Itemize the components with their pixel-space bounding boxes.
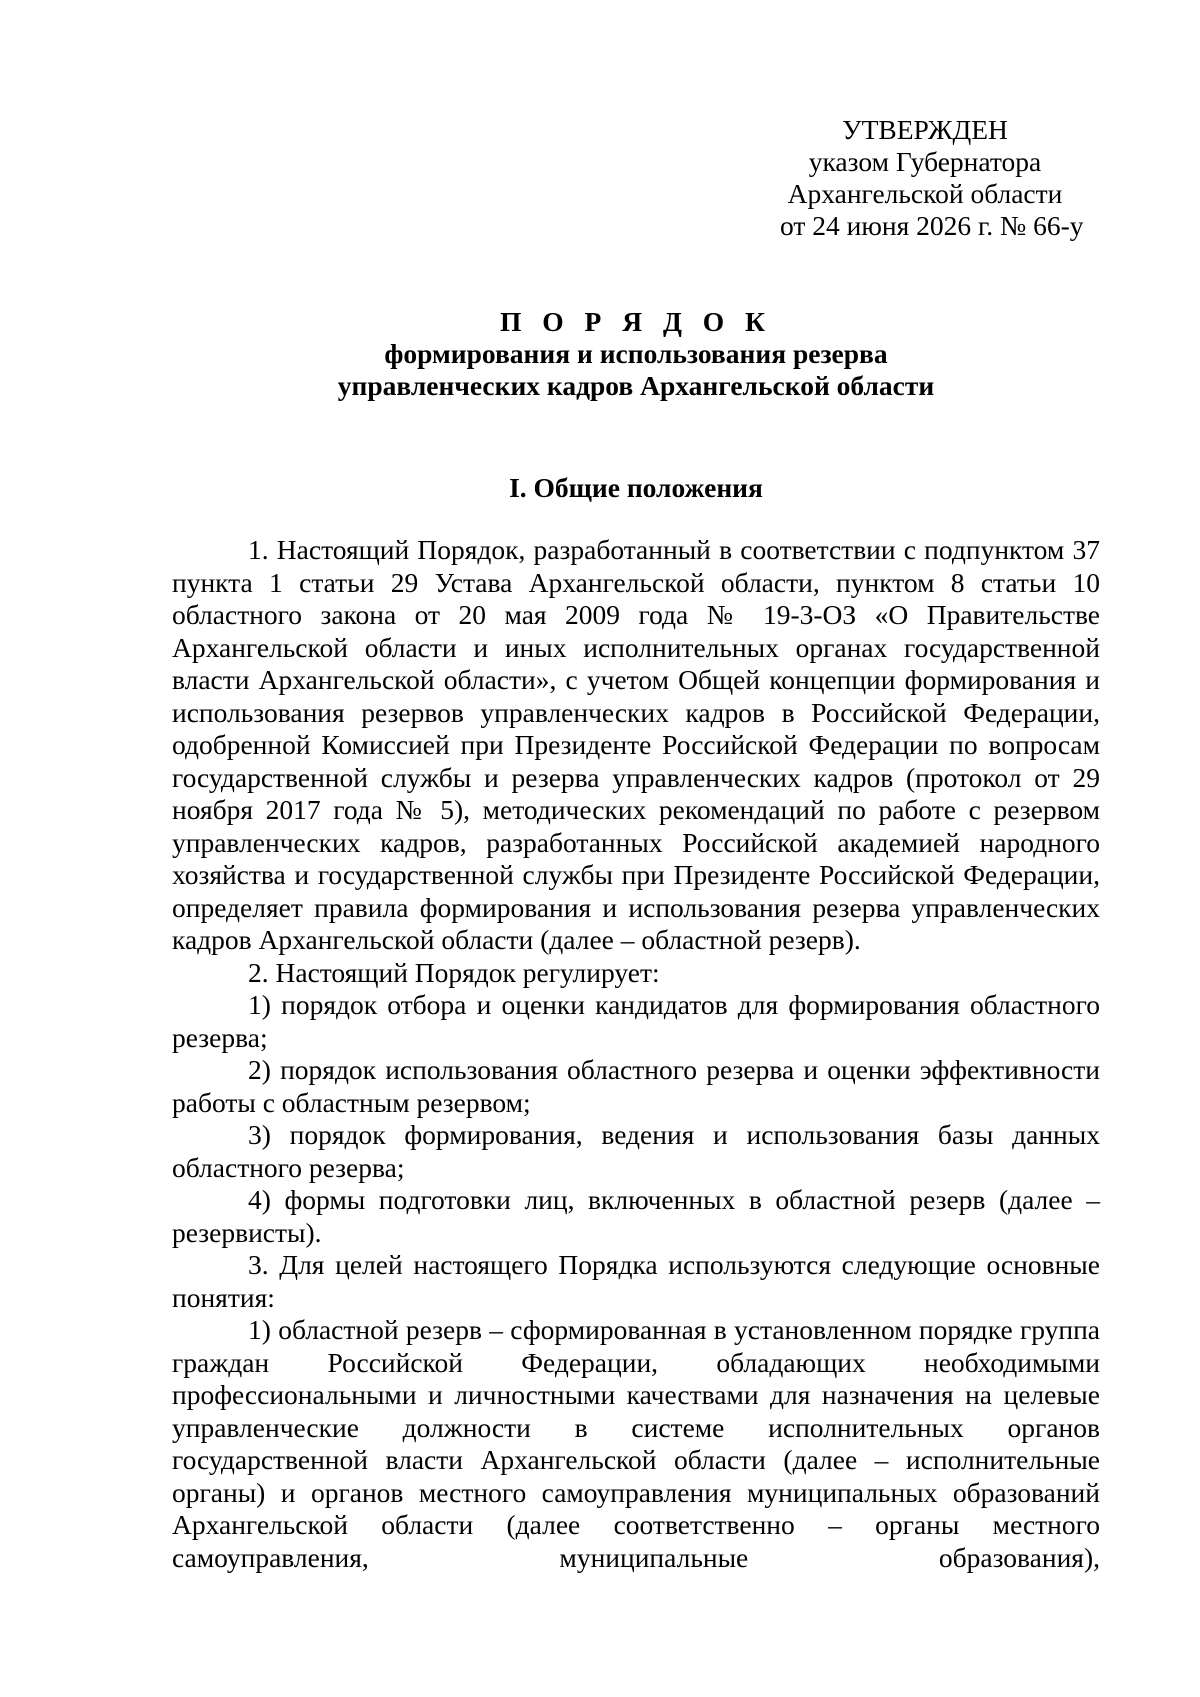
title-subtitle-line: управленческих кадров Архангельской области [337,370,935,401]
list-item: 3) порядок формирования, ведения и использования базы данных областного резерва; [172,1119,1100,1183]
list-item: 2) порядок использования областного резерва и оценки эффективности работы с областным резервом; [172,1054,1100,1118]
approval-line: указом Губернатора [808,146,1042,177]
document-body [172,534,1100,1574]
approval-line: Архангельской области [787,178,1063,209]
list-item: 4) формы подготовки лиц, включенных в областной резерв (далее – резервисты). [172,1184,1100,1248]
document-title [172,306,1100,402]
title-main: П О Р Я Д О К [500,306,772,337]
paragraph: 3. Для целей настоящего Порядка используются следующие основные понятия: [172,1249,1100,1313]
list-item: 1) областной резерв – сформированная в установленном порядке группа граждан Российской Федерации, обладающих необходимыми профессиональными и личностными качествами для назначения на целевые управленческие должности в системе исполнительных органов государственной власти Архангельской области (далее – исполнительные органы) и органов местного самоуправления муниципальных образований Архангельской области (далее соответственно – органы местного самоуправления, муниципальные образования), [172,1314,1100,1573]
approval-stamp-block [780,114,1084,242]
list-item: 1) порядок отбора и оценки кандидатов для формирования областного резерва; [172,989,1100,1053]
paragraph: 1. Настоящий Порядок, разработанный в соответствии с подпунктом 37 пункта 1 статьи 29 Устава Архангельской области, пунктом 8 статьи 10 областного закона от 20 мая 2009 года № 19-3-ОЗ «О Правительстве Архангельской области и иных исполнительных органах государственной власти Архангельской области», с учетом Общей концепции формирования и использования резервов управленческих кадров в Российской Федерации, одобренной Комиссией при Президенте Российской Федерации по вопросам государственной службы и резерва управленческих кадров (протокол от 29 ноября 2017 года № 5), методических рекомендаций по работе с резервом управленческих кадров, разработанных Российской академией народного хозяйства и государственной службы при Президенте Российской Федерации, определяет правила формирования и использования резерва управленческих кадров Архангельской области (далее – областной резерв). [172,534,1100,955]
approval-line: УТВЕРЖДЕН [842,114,1008,145]
title-subtitle-line: формирования и использования резерва [384,338,888,369]
approval-line: от 24 июня 2026 г. № 66-у [780,210,1084,241]
paragraph: 2. Настоящий Порядок регулирует: [248,956,660,988]
section-heading: I. Общие положения [509,472,763,503]
